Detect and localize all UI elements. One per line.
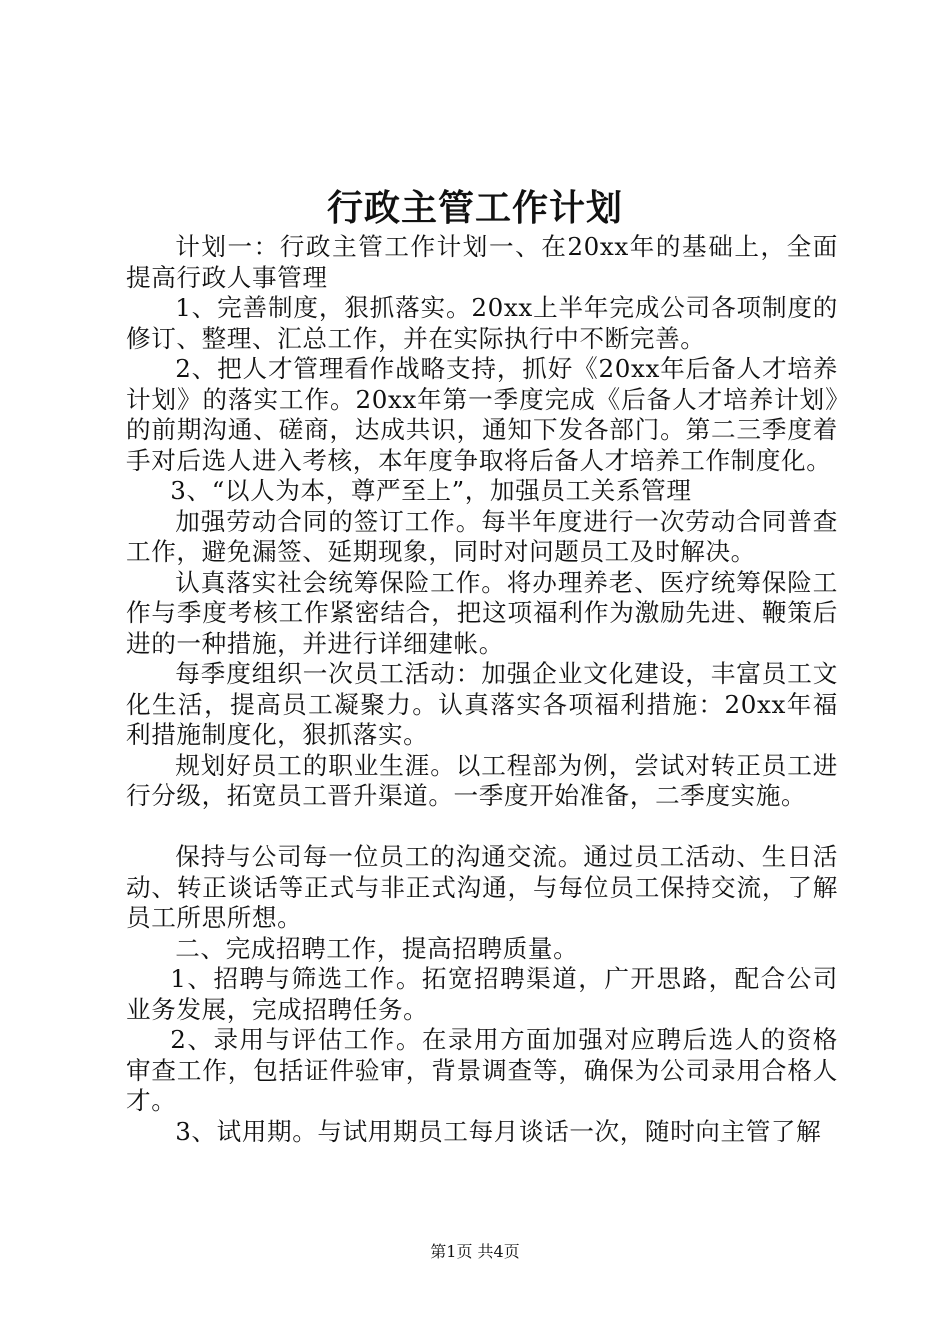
paragraph-recruit-3: 3、试用期。与试用期员工每月谈话一次，随时向主管了解 <box>175 1116 822 1146</box>
paragraph-social-insurance: 认真落实社会统筹保险工作。将办理养老、医疗统筹保险工作与季度考核工作紧密结合，把这项福利作为激励先进、鞭策后进的一种措施，并进行详细建帐。 <box>126 567 838 658</box>
document-body <box>126 232 838 1147</box>
paragraph-employee-activity: 每季度组织一次员工活动：加强企业文化建设，丰富员工文化生活，提高员工凝聚力。认真落实各项福利措施：20xx年福利措施制度化，狠抓落实。 <box>126 659 838 749</box>
paragraph-recruit-1: 1、招聘与筛选工作。拓宽招聘渠道，广开思路，配合公司业务发展，完成招聘任务。 <box>126 964 838 1024</box>
paragraph-item-3: 3、“以人为本，尊严至上”，加强员工关系管理 <box>170 476 692 505</box>
paragraph-gap <box>126 812 838 843</box>
page-footer: 第1页 共4页 <box>430 1242 520 1261</box>
paragraph-career-planning: 规划好员工的职业生涯。以工程部为例，尝试对转正员工进行分级，拓宽员工晋升渠道。一季度开始准备，二季度实施。 <box>126 750 838 810</box>
paragraph-recruit-2: 2、录用与评估工作。在录用方面加强对应聘后选人的资格审查工作，包括证件验审，背景调查等，确保为公司录用合格人才。 <box>126 1025 838 1115</box>
paragraph-item-2: 2、把人才管理看作战略支持，抓好《20xx年后备人才培养计划》的落实工作。20xx年第一季度完成《后备人才培养计划》的前期沟通、磋商，达成共识，通知下发各部门。第二三季度着手对后选人进入考核，本年度争取将后备人才培养工作制度化。 <box>126 354 838 475</box>
paragraph-communication: 保持与公司每一位员工的沟通交流。通过员工活动、生日活动、转正谈话等正式与非正式沟通，与每位员工保持交流，了解员工所思所想。 <box>126 842 838 932</box>
paragraph-labor-contract: 加强劳动合同的签订工作。每半年度进行一次劳动合同普查工作，避免漏签、延期现象，同时对问题员工及时解决。 <box>126 506 838 566</box>
paragraph-plan-intro: 计划一：行政主管工作计划一、在20xx年的基础上，全面提高行政人事管理 <box>126 232 838 292</box>
paragraph-section-2-heading: 二、完成招聘工作，提高招聘质量。 <box>175 933 579 963</box>
document-title: 行政主管工作计划 <box>326 187 623 229</box>
paragraph-item-1: 1、完善制度，狠抓落实。20xx上半年完成公司各项制度的修订、整理、汇总工作，并在实际执行中不断完善。 <box>126 293 838 353</box>
